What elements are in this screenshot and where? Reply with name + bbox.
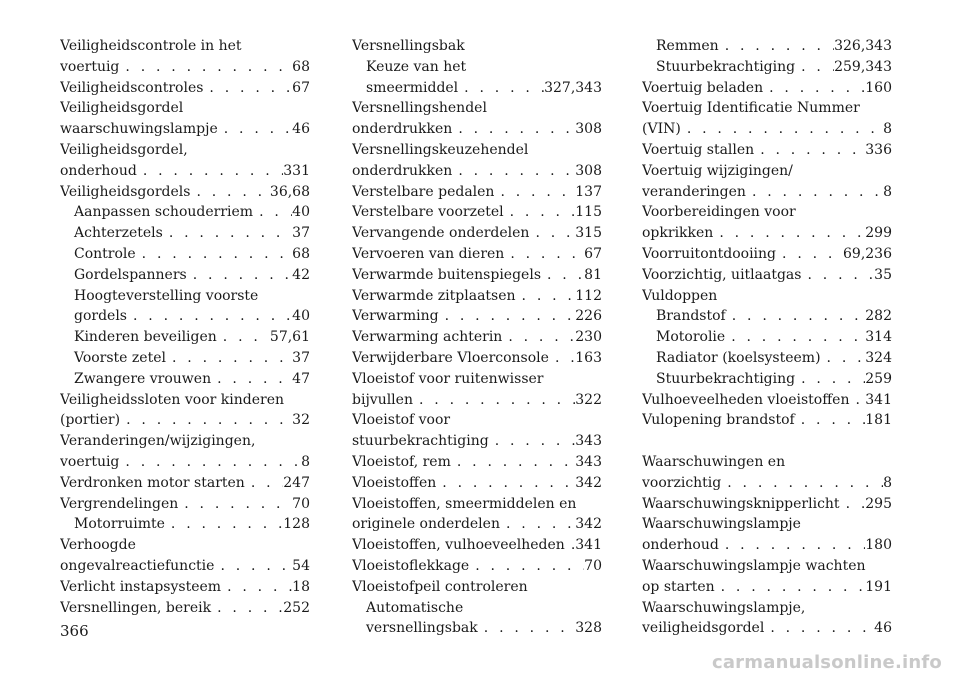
page-number: 366 (60, 622, 89, 640)
index-entry-pages: 68 (292, 245, 310, 262)
index-entry-label: voertuig (60, 453, 120, 470)
index-entry-pages: 181 (865, 412, 892, 429)
dot-leader (500, 514, 575, 535)
index-entry-label: Verlicht instapsysteem (60, 578, 222, 595)
dot-leader (516, 286, 576, 307)
index-entry-pages: 328 (575, 620, 602, 637)
index-entry-pages: 54 (292, 557, 310, 574)
index-entry (60, 556, 310, 577)
index-entry-label: Versnellingsbak (352, 38, 465, 54)
dot-leader (795, 369, 865, 390)
index-entry (60, 535, 310, 556)
dot-leader (478, 618, 576, 639)
index-entry-pages: 252 (283, 599, 310, 616)
index-entry (60, 348, 310, 369)
dot-leader (413, 390, 575, 411)
index-entry (60, 431, 310, 452)
index-entry-label: Vloeistoffen, vulhoeveelheden (352, 537, 565, 554)
dot-leader (119, 57, 292, 78)
index-entry-pages: 342 (575, 516, 602, 533)
dot-leader (795, 57, 834, 78)
index-entry (642, 535, 892, 556)
index-entry-label: Vloeistof, rem (352, 453, 451, 470)
index-entry-label: Vuldoppen (642, 287, 718, 304)
index-entry-pages: 180 (865, 537, 892, 554)
index-entry-pages: 247 (283, 474, 310, 491)
index-entry (60, 598, 310, 619)
index-entry-pages: 137 (575, 183, 602, 200)
index-entry-pages: 112 (575, 287, 602, 304)
dot-leader (776, 244, 843, 265)
index-entry (642, 348, 892, 369)
index-entry-label: Verstelbare pedalen (352, 183, 495, 200)
index-entry-pages: 230 (575, 329, 602, 346)
dot-leader (190, 182, 269, 203)
index-entry (642, 452, 892, 473)
index-entry-label: onderhoud (642, 537, 719, 554)
index-entry (60, 182, 310, 203)
index-entry-label: originele onderdelen (352, 516, 500, 533)
index-entry (352, 161, 602, 182)
index-entry-label: Hoogteverstelling voorste (74, 287, 259, 304)
index-entry-pages: 322 (575, 391, 602, 408)
index-entry-label: bijvullen (352, 391, 413, 408)
dot-leader (726, 306, 866, 327)
dot-leader (719, 36, 834, 57)
index-entry-pages: 128 (283, 516, 310, 533)
index-entry (60, 452, 310, 473)
dot-leader (211, 369, 292, 390)
index-entry (60, 36, 310, 57)
dot-leader (489, 431, 576, 452)
index-entry-label: Voorruitontdooiing (642, 245, 777, 262)
index-column-3 (642, 36, 892, 639)
index-entry-label: Voertuig Identificatie Nummer (642, 100, 860, 117)
index-entry-label: Veiligheidscontrole in het (60, 38, 242, 54)
index-entry-label: Vloeistof voor ruitenwisser (352, 370, 544, 387)
dot-leader (203, 78, 292, 99)
index-entry-pages: 67 (584, 245, 602, 262)
index-entry-label: Verwarmde buitenspiegels (352, 266, 541, 283)
dot-leader (452, 161, 575, 182)
index-entry-pages: 37 (292, 349, 310, 366)
index-entry (352, 369, 602, 390)
index-entry (60, 369, 310, 390)
index-column-2 (352, 36, 602, 639)
dot-leader (849, 390, 865, 411)
index-entry (642, 410, 892, 431)
index-entry-label: Veiligheidsgordel, (60, 141, 188, 158)
dot-leader (187, 265, 292, 286)
index-entry (352, 36, 602, 57)
index-entry-label: Vloeistof voor (352, 412, 451, 429)
index-entry (352, 327, 602, 348)
index-entry (352, 57, 602, 78)
index-entry-pages: 8 (301, 453, 310, 470)
dot-leader (725, 327, 865, 348)
index-entry-label: versnellingsbak (366, 620, 478, 637)
index-entry-pages: 8 (883, 474, 892, 491)
index-entry-label: Voertuig wijzigingen/ (642, 162, 793, 179)
dot-leader (218, 119, 292, 140)
index-entry-label: Stuurbekrachtiging (656, 58, 796, 75)
index-entry-pages: 36,68 (269, 183, 310, 200)
index-entry (352, 535, 602, 556)
index-entry-label: op starten (642, 578, 715, 595)
index-entry-pages: 314 (865, 329, 892, 346)
index-entry-label: Waarschuwingen en (642, 453, 786, 470)
index-entry-label: Motorruimte (74, 516, 165, 533)
index-entry (352, 431, 602, 452)
index-entry-label: Vervangende onderdelen (352, 225, 530, 242)
dot-leader (178, 494, 292, 515)
index-entry-pages: 18 (292, 578, 310, 595)
index-entry-label: Veranderingen/wijzigingen, (60, 433, 256, 450)
index-entry (352, 223, 602, 244)
index-entry (60, 390, 310, 411)
index-entry (352, 286, 602, 307)
index-entry-pages: 343 (575, 433, 602, 450)
index-entry-pages: 331 (283, 162, 310, 179)
dot-leader (120, 410, 292, 431)
index-entry-pages: 259,343 (834, 58, 892, 75)
index-entry-pages: 70 (292, 495, 310, 512)
index-entry-label: Remmen (656, 38, 719, 54)
index-entry-label: Waarschuwingsknipperlicht (642, 495, 840, 512)
index-entry-pages: 308 (575, 121, 602, 138)
index-entry-label: Vloeistofpeil controleren (352, 578, 528, 595)
index-entry (352, 182, 602, 203)
index-entry-label: Aanpassen schouderriem (74, 204, 254, 221)
index-entry-label: Vloeistoffen (352, 474, 437, 491)
index-entry (60, 410, 310, 431)
watermark: carmanualsonline.info (711, 652, 942, 673)
index-entry (60, 265, 310, 286)
index-entry (642, 473, 892, 494)
index-entry-label: Versnellingshendel (352, 100, 487, 117)
dot-leader (529, 223, 575, 244)
index-entry (352, 618, 602, 639)
index-entry-pages: 37 (292, 225, 310, 242)
index-entry-label: Verwijderbare Vloerconsole (352, 349, 549, 366)
index-entry-label: waarschuwingslampje (60, 121, 218, 138)
dot-leader (541, 265, 584, 286)
index-entry (642, 36, 892, 57)
index-entry-pages: 8 (883, 183, 892, 200)
dot-leader (821, 348, 866, 369)
index-entry (352, 556, 602, 577)
index-entry (352, 348, 602, 369)
index-entry-pages: 342 (575, 474, 602, 491)
index-entry (642, 369, 892, 390)
index-entry-pages: 40 (292, 308, 310, 325)
index-entry-pages: 341 (575, 537, 602, 554)
dot-leader (119, 452, 301, 473)
index-entry-pages: 46 (874, 620, 892, 637)
index-entry-label: opkrikken (642, 225, 714, 242)
dot-leader (504, 244, 584, 265)
index-entry-pages: 299 (865, 225, 892, 242)
dot-leader (801, 265, 874, 286)
index-entry-label: Verdronken motor starten (60, 474, 245, 491)
index-entry-pages: 32 (292, 412, 310, 429)
index-entry-label: Voorzichtig, uitlaatgas (642, 266, 802, 283)
index-entry (642, 556, 892, 577)
index-entry-pages: 46 (292, 121, 310, 138)
index-entry (60, 161, 310, 182)
index-entry (60, 494, 310, 515)
index-entry (642, 140, 892, 161)
index-entry-label: Verhoogde (60, 537, 136, 554)
index-entry-label: Vloeistoflekkage (352, 557, 470, 574)
dot-leader (214, 556, 292, 577)
index-entry-label: (VIN) (642, 121, 681, 138)
dot-leader (840, 494, 866, 515)
index-entry-label: Versnellingskeuzehendel (352, 141, 529, 158)
index-entry (60, 514, 310, 535)
dot-leader (127, 306, 292, 327)
index-entry-pages: 191 (865, 578, 892, 595)
index-entry-label: Kinderen beveiligen (74, 329, 217, 346)
index-entry (352, 244, 602, 265)
dot-leader (504, 202, 576, 223)
index-entry (352, 78, 602, 99)
index-entry-label: Automatische (366, 599, 464, 616)
index-entry-label: voorzichtig (642, 474, 722, 491)
dot-leader (439, 306, 576, 327)
index-entry (60, 286, 310, 307)
index-entry (60, 140, 310, 161)
dot-leader (754, 140, 865, 161)
index-entry-label: Verstelbare voorzetel (352, 204, 504, 221)
index-entry-label: Stuurbekrachtiging (656, 370, 796, 387)
index-entry-label: Motorolie (656, 329, 726, 346)
dot-leader (166, 348, 292, 369)
index-entry-label: voertuig (60, 58, 120, 75)
dot-leader (136, 244, 293, 265)
index-entry-label: Voorste zetel (74, 349, 166, 366)
index-entry-pages: 226 (575, 308, 602, 325)
dot-leader (452, 119, 575, 140)
index-entry (60, 244, 310, 265)
index-entry-pages: 343 (575, 453, 602, 470)
index-entry (642, 286, 892, 307)
dot-leader (764, 618, 874, 639)
index-entry-pages: 57,61 (269, 329, 310, 346)
index-entry-label: Waarschuwingslampje wachten (642, 557, 866, 574)
index-entry-label: Vulopening brandstof (642, 412, 795, 429)
index-entry (642, 618, 892, 639)
index-entry-pages: 70 (584, 557, 602, 574)
index-entry (352, 577, 602, 598)
index-entry (642, 306, 892, 327)
index-entry-label: onderhoud (60, 162, 137, 179)
index-entry-label: Vulhoeveelheden vloeistoffen (642, 391, 850, 408)
index-entry-pages: 308 (575, 162, 602, 179)
dot-leader (451, 452, 575, 473)
index-entry-label: Veiligheidssloten voor kinderen (60, 391, 285, 408)
dot-leader (165, 514, 283, 535)
index-entry-label: Gordelspanners (74, 266, 187, 283)
dot-leader (211, 598, 283, 619)
index-entry-label: stuurbekrachtiging (352, 433, 489, 450)
index-column-1 (60, 36, 310, 618)
index-entry-label: Zwangere vrouwen (74, 370, 212, 387)
index-entry-label: Waarschuwingslampje (642, 516, 801, 533)
index-entry (352, 202, 602, 223)
index-entry-label: ongevalreactiefunctie (60, 557, 215, 574)
index-entry (352, 473, 602, 494)
index-entry-label: veiligheidsgordel (642, 620, 765, 637)
index-entry-label: Veiligheidsgordels (60, 183, 191, 200)
index-entry-pages: 163 (575, 349, 602, 366)
index-entry (642, 514, 892, 535)
index-entry (642, 78, 892, 99)
index-entry-pages: 259 (865, 370, 892, 387)
index-entry (60, 98, 310, 119)
index-entry (642, 182, 892, 203)
index-entry-label: Verwarming (352, 308, 439, 325)
index-entry-label: Vergrendelingen (60, 495, 179, 512)
index-entry-label: Veiligheidscontroles (60, 79, 204, 96)
index-entry (352, 514, 602, 535)
index-entry (642, 119, 892, 140)
index-entry (352, 494, 602, 515)
index-entry-label: onderdrukken (352, 162, 453, 179)
dot-leader (217, 327, 270, 348)
index-entry-pages: 47 (292, 370, 310, 387)
dot-leader (469, 556, 584, 577)
index-entry (642, 265, 892, 286)
dot-leader (681, 119, 883, 140)
index-entry-label: veranderingen (642, 183, 746, 200)
index-entry (352, 598, 602, 619)
index-entry (60, 577, 310, 598)
dot-leader (713, 223, 865, 244)
index-entry (60, 202, 310, 223)
index-entry-label: Veiligheidsgordel (60, 100, 184, 117)
index-entry-pages: 327,343 (544, 79, 602, 96)
index-entry (352, 410, 602, 431)
index-entry-label: (portier) (60, 412, 121, 429)
dot-leader (502, 327, 575, 348)
index-entry (642, 390, 892, 411)
index-entry (352, 140, 602, 161)
index-entry (60, 327, 310, 348)
dot-leader (715, 577, 866, 598)
index-entry-pages: 115 (575, 204, 602, 221)
dot-leader (549, 348, 575, 369)
index-entry-pages: 326,343 (834, 38, 892, 54)
index-entry (60, 473, 310, 494)
index-entry-label: Vloeistoffen, smeermiddelen en (352, 495, 577, 512)
dot-leader (163, 223, 292, 244)
dot-leader (253, 202, 292, 223)
index-entry-pages: 40 (292, 204, 310, 221)
index-entry (642, 223, 892, 244)
index-entry-label: smeermiddel (366, 79, 459, 96)
index-entry (352, 98, 602, 119)
index-entry-pages: 315 (575, 225, 602, 242)
index-entry-label: Vervoeren van dieren (352, 245, 505, 262)
index-entry (60, 57, 310, 78)
index-entry-pages: 67 (292, 79, 310, 96)
index-entry-pages: 42 (292, 266, 310, 283)
index-entry-pages: 35 (874, 266, 892, 283)
dot-leader (746, 182, 883, 203)
index-entry (642, 98, 892, 119)
index-entry-pages: 295 (865, 495, 892, 512)
index-entry (642, 202, 892, 223)
index-entry-pages: 81 (584, 266, 602, 283)
dot-leader (458, 78, 544, 99)
index-entry-label: Verwarmde zitplaatsen (352, 287, 516, 304)
dot-leader (436, 473, 575, 494)
index-entry-label: Verwarming achterin (352, 329, 503, 346)
index-entry (642, 161, 892, 182)
index-entry-pages: 69,236 (843, 245, 892, 262)
index-entry-label: Voorbereidingen voor (642, 204, 796, 221)
index-entry-label: Achterzetels (74, 225, 163, 242)
index-entry (352, 390, 602, 411)
index-entry (642, 577, 892, 598)
index-entry-pages: 341 (865, 391, 892, 408)
index-entry-pages: 8 (883, 121, 892, 138)
index-entry-label: onderdrukken (352, 121, 453, 138)
index-entry-label: Brandstof (656, 308, 726, 325)
index-entry (642, 431, 892, 452)
index-entry (60, 78, 310, 99)
index-entry (60, 119, 310, 140)
dot-leader (221, 577, 292, 598)
dot-leader (721, 473, 883, 494)
index-entry-pages: 324 (865, 349, 892, 366)
index-entry-pages: 160 (865, 79, 892, 96)
index-entry-label: Controle (74, 245, 136, 262)
index-entry (642, 57, 892, 78)
index-entry-label: Keuze van het (366, 58, 467, 75)
index-entry (352, 306, 602, 327)
index-entry (642, 244, 892, 265)
dot-leader (565, 535, 575, 556)
index-entry (352, 119, 602, 140)
index-entry (642, 327, 892, 348)
dot-leader (245, 473, 283, 494)
index-entry (60, 223, 310, 244)
index-entry (60, 306, 310, 327)
index-entry-label: Voertuig stallen (642, 141, 755, 158)
index-entry-label: Radiator (koelsysteem) (656, 349, 821, 366)
dot-leader (494, 182, 575, 203)
index-entry-pages: 336 (865, 141, 892, 158)
index-entry-pages: 68 (292, 58, 310, 75)
dot-leader (137, 161, 283, 182)
dot-leader (719, 535, 865, 556)
index-entry-label: Waarschuwingslampje, (642, 599, 806, 616)
dot-leader (795, 410, 866, 431)
index-entry (352, 452, 602, 473)
index-entry-label: gordels (74, 308, 127, 325)
index-entry (642, 598, 892, 619)
index-entry-label: Voertuig beladen (642, 79, 764, 96)
index-entry-pages: 282 (865, 308, 892, 325)
dot-leader (763, 78, 865, 99)
index-entry (352, 265, 602, 286)
index-entry (642, 494, 892, 515)
index-entry-label: Versnellingen, bereik (60, 599, 212, 616)
